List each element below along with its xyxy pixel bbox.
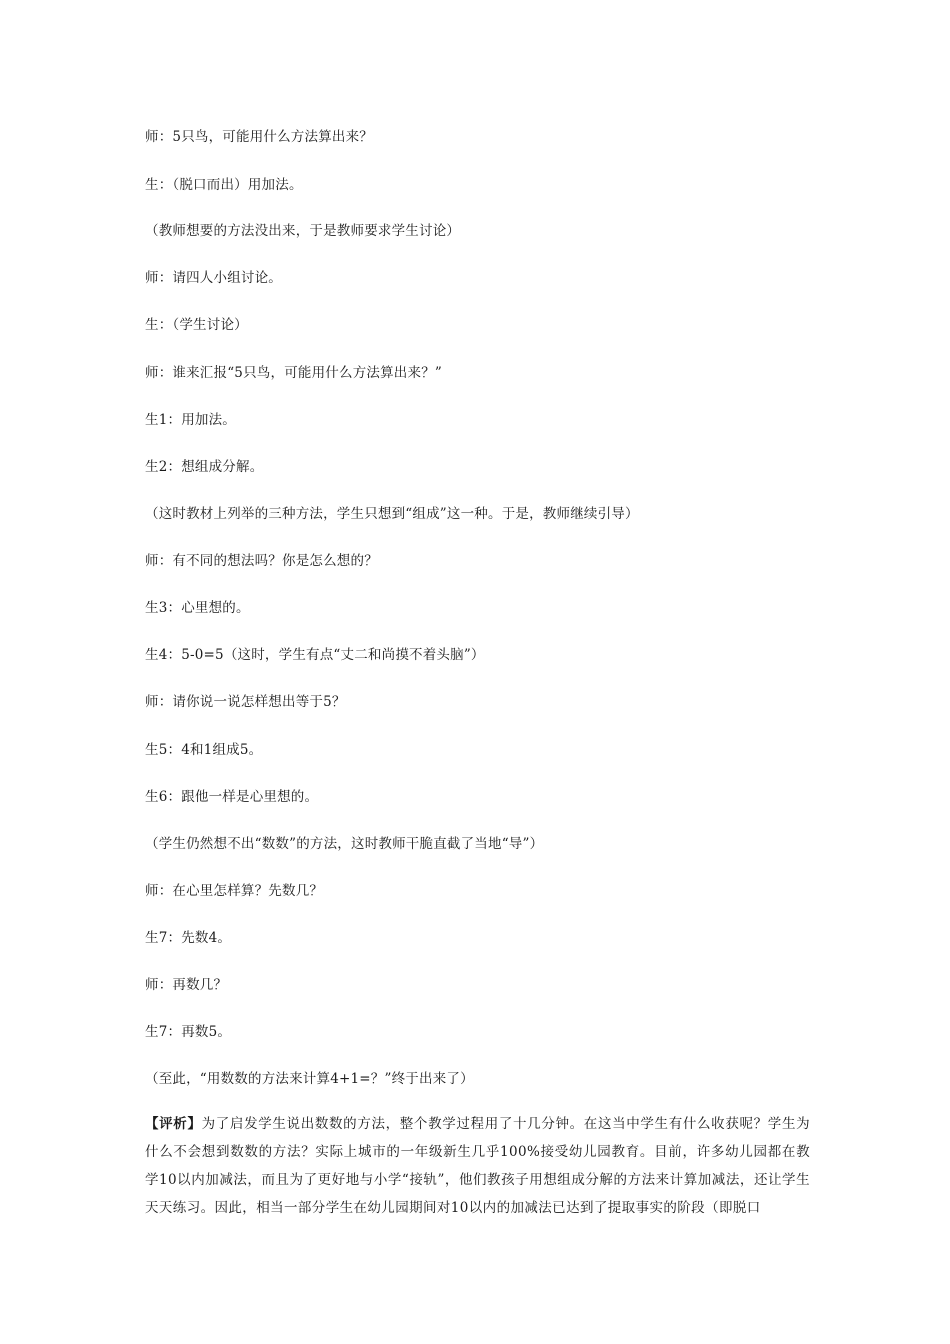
dialogue-line: 师：请四人小组讨论。 bbox=[145, 270, 282, 286]
dialogue-line: 师：请你说一说怎样想出等于5？ bbox=[145, 694, 346, 710]
dialogue-line: 师：有不同的想法吗？你是怎么想的？ bbox=[145, 553, 378, 569]
dialogue-line: 生2：想组成分解。 bbox=[145, 459, 264, 475]
dialogue-line: 生6：跟他一样是心里想的。 bbox=[145, 789, 319, 805]
commentary-paragraph bbox=[145, 1110, 810, 1222]
dialogue-line: 师：在心里怎样算？先数几？ bbox=[145, 883, 324, 899]
dialogue-line: 生5：4和1组成5。 bbox=[145, 742, 263, 758]
commentary-tag: 【评析】 bbox=[145, 1116, 202, 1132]
dialogue-line: （这时教材上列举的三种方法，学生只想到“组成”这一种。于是，教师继续引导） bbox=[145, 506, 639, 522]
dialogue-line: 生7：先数4。 bbox=[145, 930, 232, 946]
dialogue-line: 师：再数几？ bbox=[145, 977, 228, 993]
dialogue-line: 师：5只鸟，可能用什么方法算出来？ bbox=[145, 129, 373, 145]
dialogue-line: （教师想要的方法没出来，于是教师要求学生讨论） bbox=[145, 223, 461, 239]
dialogue-line: 师：谁来汇报“5只鸟，可能用什么方法算出来？” bbox=[145, 365, 442, 381]
dialogue-line: 生：（脱口而出）用加法。 bbox=[145, 177, 303, 193]
dialogue-line: 生：（学生讨论） bbox=[145, 317, 248, 333]
commentary-text: 为了启发学生说出数数的方法，整个教学过程用了十几分钟。在这当中学生有什么收获呢？学生为什么不会想到数数的方法？实际上城市的一年级新生几乎100%接受幼儿园教育。目前，许多幼儿园都在教学10以内加减法，而且为了更好地与小学“接轨”，他们教孩子用想组成分解的方法来计算加减法，还让学生天天练习。因此，相当一部分学生在幼儿园期间对10以内的加减法已达到了提取事实的阶段（即脱口 bbox=[145, 1116, 810, 1216]
dialogue-line: 生4：5-0=5（这时，学生有点“丈二和尚摸不着头脑”） bbox=[145, 647, 485, 663]
dialogue-line: 生1：用加法。 bbox=[145, 412, 236, 428]
dialogue-line: 生7：再数5。 bbox=[145, 1024, 232, 1040]
dialogue-line: （至此，“用数数的方法来计算4+1=？”终于出来了） bbox=[145, 1071, 474, 1087]
dialogue-line: （学生仍然想不出“数数”的方法，这时教师干脆直截了当地“导”） bbox=[145, 836, 544, 852]
dialogue-line: 生3：心里想的。 bbox=[145, 600, 250, 616]
